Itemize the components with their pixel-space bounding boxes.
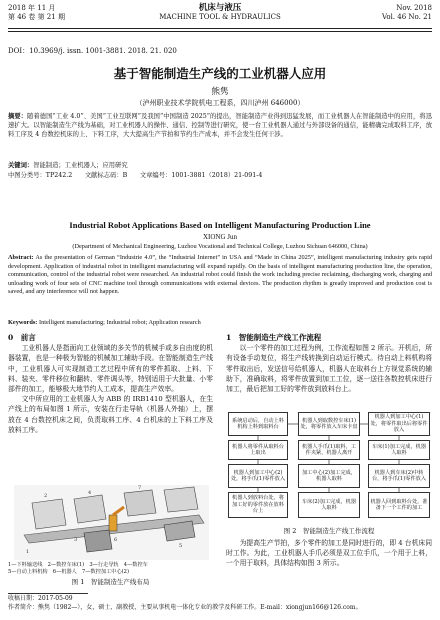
svg-text:1: 1 (26, 549, 30, 555)
keywords-label: 关键词： (8, 162, 34, 169)
production-line-illustration (14, 485, 209, 560)
english-title: Industrial Robot Applications Based on Intelligent Manufacturing Production Line (69, 220, 371, 230)
fig1-caption: 图 1 智能制造生产线布局 (71, 578, 150, 586)
svg-text:2: 2 (44, 493, 48, 499)
keywords-cn (8, 161, 432, 170)
intro-paragraph-2: 文中所应用的工业机器人为 ABB 的 IRB1410 型机器人，在生产线上的布局如图 1 所示，安装在行走导轨（机器人外轴）上，摆放在 4 台数控机床之间，负责取料工序、4 台机床的上下料工序及放料工序。 (8, 395, 213, 434)
section-heading-1: 1 智能制造生产线工作流程 (226, 333, 322, 342)
abstract-en (8, 254, 432, 297)
journal-name-cn: 机床与液压 (198, 3, 242, 13)
flow-step-12: 机器人回到取料台处，准备下一个工件的加工 (368, 492, 430, 518)
left-column (8, 333, 213, 435)
paper-title: 基于智能制造生产线的工业机器人应用 (113, 66, 327, 81)
keywords-text: 智能制造；工业机器人；应用研究 (33, 162, 128, 169)
affiliation: （泸州职业技术学院机电工程系，四川泸州 646000） (135, 99, 305, 107)
keywords-en (8, 318, 432, 327)
right-column (226, 333, 432, 394)
flow-step-8: 加工中心(2)加工完成，机器人取料 (298, 464, 360, 488)
keywords-en-label: Keywords: (8, 319, 38, 326)
journal-name-en: MACHINE TOOL & HYDRAULICS (159, 13, 281, 21)
received-date: 收稿日期：2017-05-09 (8, 595, 73, 602)
intro-paragraph-1: 工业机器人是指面向工业领域的多关节的机械手或多自由度的机器装置，也是一种极为智能的机械加工辅助手段。在智能制造生产线中，工业机器人可实现制造工艺过程中所有的零件抓取、上料、下料、装夹、零件移位和翻转、零件调头等，特别适用于大批量、小零部件的加工，能够极大地节约人工成本，提高生产效率。 (8, 344, 213, 394)
running-header (8, 4, 432, 28)
fig1-legend-line2: 5—自动上料机构 6—机器人 7—数控加工中心(2) (8, 569, 129, 575)
flow-step-7: 机器人到加工中心(2)处，将手爪(1)零件放入 (228, 464, 288, 488)
header-rule-thin (8, 31, 432, 32)
header-date: 2018 年 11 月 (8, 4, 56, 12)
footnotes (8, 595, 432, 612)
english-affiliation: (Department of Mechanical Engineering, Luzhou Vocational and Technical College, Luzhou Sichuan 646000, China) (72, 243, 368, 250)
svg-text:5: 5 (179, 543, 183, 549)
fig2-caption: 图 2 智能制造生产线工作流程 (283, 527, 375, 535)
keywords-en-text: Intelligent manufacturing; Industrial robot; Application research (38, 319, 201, 326)
flow-step-11: 车床(2)加工完成，机器人取料 (298, 492, 360, 518)
abstract-label: 摘要： (8, 113, 28, 120)
flow-step-3: 机器人到加工中心(1)处，将零件取出后将零件放入 (368, 412, 430, 436)
svg-text:3: 3 (74, 537, 78, 543)
abstract-en-label: Abstract: (8, 254, 34, 261)
flow-step-2: 机器人到取数控车床(1)处，将零件放入车床卡盘 (298, 412, 360, 436)
abstract-en-text: As the presentation of German “Industrie 4.0”, the “Industrial Internet” in USA and “Made in China 2025”, intelligent manufacturing industry gets rapid development. Application of industrial robot in intelligent manufacturing will expand rapidly. On the basis of intelligent manufacturing production line, the operation, communication, control of the industrial robot were researched. An industrial robot could finish the work including precise reclaiming, discharging work, charging and unloading work of four sets of CNC machine tool through communications with external devices. The production rhythm is greatly improved and production cost is saved, and any interference will not happen. (8, 254, 432, 296)
fig1-legend-line1: 1—下料输送线 2—数控车床(1) 3—行走导轨 4—数控车 (8, 562, 148, 568)
flow-step-10: 机器人到放料台处，将加工好的零件放在放料台上 (228, 492, 288, 518)
flow-step-9: 机器人到车床(2)中转台，将手爪(1)零件放入 (368, 464, 430, 488)
svg-text:7: 7 (138, 485, 142, 491)
svg-text:6: 6 (114, 537, 118, 543)
flow-step-5: 机器人手爪(1)取料，工件夹紧，机器人离开 (298, 440, 360, 460)
svg-text:4: 4 (88, 490, 92, 496)
english-author: XIONG Jun (202, 233, 238, 241)
author: 熊隽 (211, 87, 229, 97)
fig1-legend (8, 562, 213, 576)
flow-step-1: 系统启动后，自动上料机构上料到取料台 (228, 412, 288, 436)
flow-arrows (226, 410, 432, 522)
header-rule (8, 28, 432, 29)
classification: 中图分类号：TP242.2 文献标志码：B 文章编号：1001-3881（2018）21-091-4 (8, 172, 263, 179)
workflow-paragraph-2 (226, 538, 432, 569)
gripper-paragraph: 为提高生产节拍，多个零件的加工是同时进行的，即 4 台机床同时工作。为此，工业机器人手爪必须是双工位手爪，一个用于上料，一个用于取料，具体结构如图 3 所示。 (226, 539, 432, 568)
doi: DOI：10.3969/j. issn. 1001-3881. 2018. 21. 020 (8, 47, 177, 55)
header-date-en: Nov. 2018 (396, 4, 432, 12)
header-vol-en: Vol. 46 No. 21 (381, 13, 432, 21)
flow-step-6: 车床(1)加工完成，机器人取料 (368, 440, 430, 460)
header-issue: 第 46 卷 第 21 期 (8, 13, 65, 21)
flow-step-4: 机器人将零件从取料台上取出 (228, 440, 288, 460)
footnote-rule (8, 593, 88, 594)
workflow-paragraph-1: 以一个零件的加工过程为例，工作流程如图 2 所示。开机后，所有设备手动复位，将生产线转换到自动运行模式。待自动上料机构将零件取出后，发送信号给机器人，机器人在取料台上方视觉系统的辅助下，准确取料，将零件放置到加工工位，逐一送往各数控机床进行加工，最后把加工好的零件放到放料台上。 (226, 344, 432, 394)
abstract-text: 随着德国“工业 4.0”、美国“工业互联网”及我国“中国制造 2025”的提出，智能制造产业得到迅猛发展，而工业机器人在智能制造中的应用，将迅速扩大。以智能制造生产线为基础，对工业机器人的操作、通信、控制等进行研究，使一台工业机器人通过与外部设备的通信，能精确完成取料工序，放料工序及 4 台数控机床的上、下料工序，大大提高生产节拍和节约生产成本，并不会发生任何干涉。 (8, 113, 433, 139)
abstract-cn (8, 112, 432, 140)
section-heading-0: 0 前言 (8, 333, 36, 342)
workflow-flowchart (226, 410, 432, 522)
author-bio: 作者简介：熊隽（1982—），女，硕士，副教授，主要从事机电一体化专业的教学及科研工作。E-mail：xiongjun166@126.com。 (8, 603, 362, 611)
